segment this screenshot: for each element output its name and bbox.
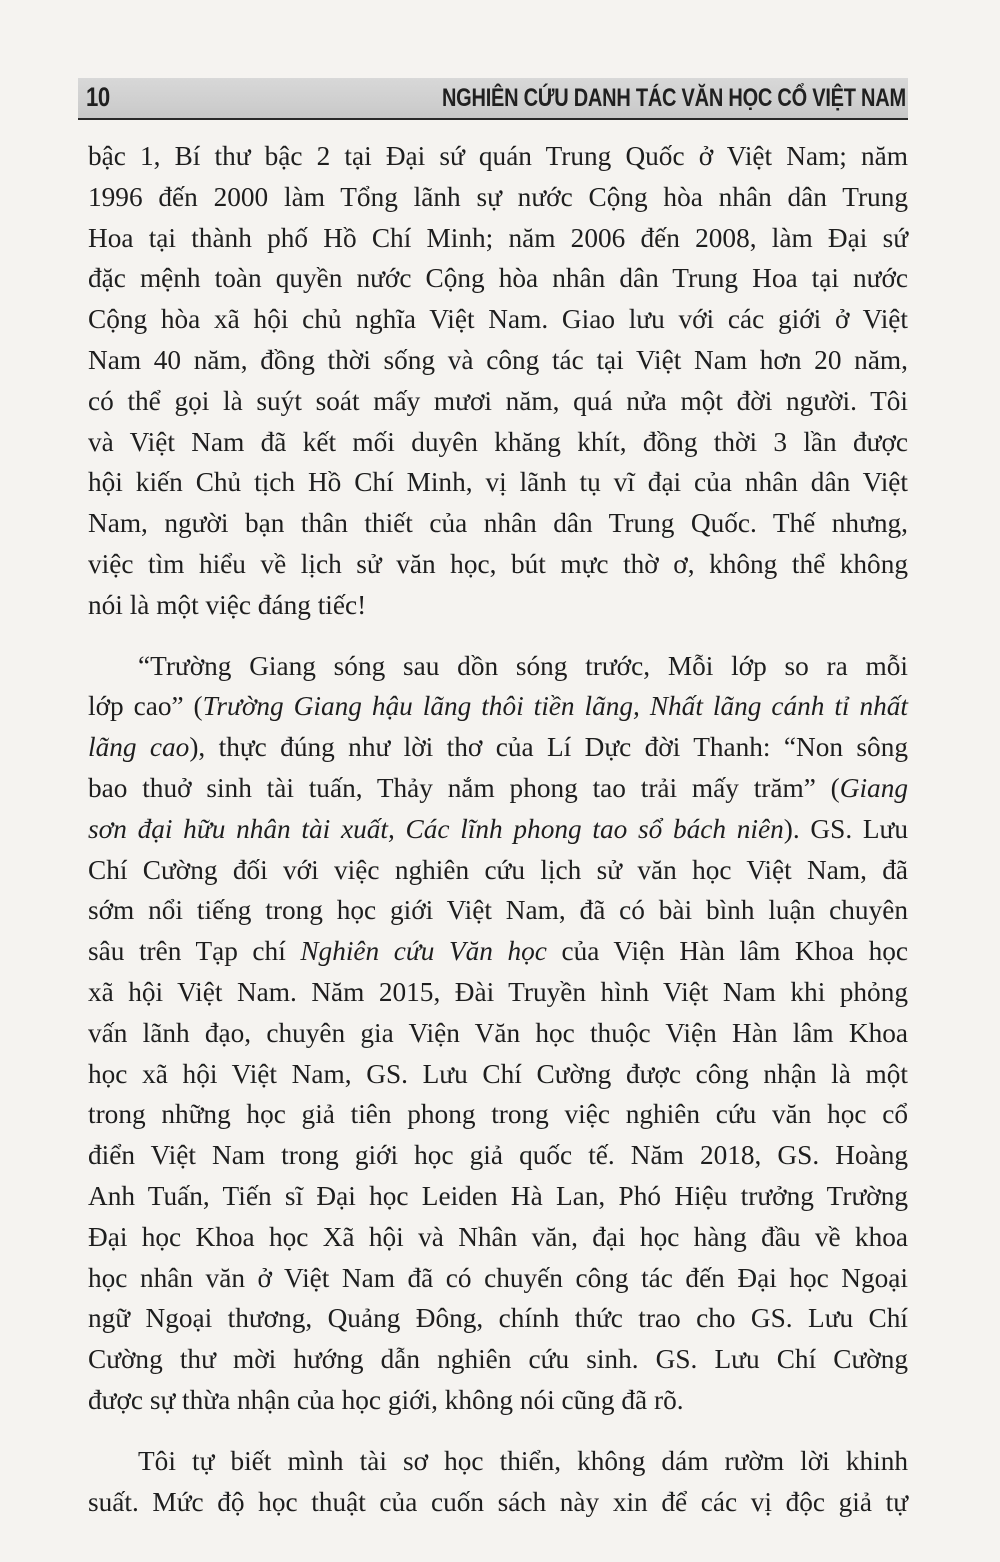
text-line: Nam 40 năm, đồng thời sống và công tác tại Việt Nam hơn 20 năm, xyxy=(88,344,908,375)
text-run: sâu trên Tạp chí xyxy=(88,936,301,967)
text-line: học xã hội Việt Nam, GS. Lưu Chí Cường được công nhận là một xyxy=(88,1058,908,1089)
text-line: Cường thư mời hướng dẫn nghiên cứu sinh. GS. Lưu Chí Cường xyxy=(88,1344,908,1375)
italic-run: lãng cao xyxy=(88,732,190,763)
text-line: trong những học giả tiên phong trong việc nghiên cứu văn học cổ xyxy=(88,1099,908,1130)
text-line: Cộng hòa xã hội chủ nghĩa Việt Nam. Giao lưu với các giới ở Việt xyxy=(88,304,908,335)
text-line: Tôi tự biết mình tài sơ học thiển, không dám rườm lời khinh xyxy=(138,1445,908,1476)
text-line xyxy=(88,727,908,768)
text-line: và Việt Nam đã kết mối duyên khăng khít, đồng thời 3 lần được xyxy=(88,426,908,457)
italic-run: Trường Giang hậu lãng thôi tiền lãng, Nhất lãng cánh tỉ nhất xyxy=(202,691,908,722)
text-run: của Viện Hàn lâm Khoa học xyxy=(546,936,908,967)
text-line: bậc 1, Bí thư bậc 2 tại Đại sứ quán Trung Quốc ở Việt Nam; năm xyxy=(88,141,908,171)
text-line: Chí Cường đối với việc nghiên cứu lịch sử văn học Việt Nam, đã xyxy=(88,854,908,885)
text-line xyxy=(88,768,908,809)
text-line xyxy=(88,809,908,850)
running-header xyxy=(78,78,908,120)
text-line: Nam, người bạn thân thiết của nhân dân Trung Quốc. Thế nhưng, xyxy=(88,508,908,539)
text-run: bao thuở sinh tài tuấn, Thảy nắm phong tao trải mấy trăm” ( xyxy=(88,772,840,803)
paragraph-3 xyxy=(88,1441,908,1523)
text-line: 1996 đến 2000 làm Tổng lãnh sự nước Cộng hòa nhân dân Trung xyxy=(88,181,908,212)
text-line xyxy=(88,931,908,972)
paragraph-2 xyxy=(88,646,908,1421)
text-line: Đại học Khoa học Xã hội và Nhân văn, đại học hàng đầu về khoa xyxy=(88,1221,908,1252)
text-line: vấn lãnh đạo, chuyên gia Viện Văn học thuộc Viện Hàn lâm Khoa xyxy=(88,1017,908,1048)
italic-run: Giang xyxy=(839,772,908,803)
paragraph-1 xyxy=(88,136,908,626)
text-line: sớm nổi tiếng trong học giới Việt Nam, đã có bài bình luận chuyên xyxy=(88,895,908,926)
text-run: ). GS. Lưu xyxy=(783,813,908,844)
text-line: nói là một việc đáng tiếc! xyxy=(88,589,367,620)
text-line: học nhân văn ở Việt Nam đã có chuyến công tác đến Đại học Ngoại xyxy=(88,1262,908,1293)
text-run: lớp cao” ( xyxy=(88,691,203,722)
running-title: NGHIÊN CỨU DANH TÁC VĂN HỌC CỔ VIỆT NAM xyxy=(442,84,906,112)
text-line: “Trường Giang sóng sau dồn sóng trước, Mỗi lớp so ra mỗi xyxy=(138,650,908,681)
italic-run: Nghiên cứu Văn học xyxy=(300,936,547,967)
page-number: 10 xyxy=(86,82,110,112)
text-line: Hoa tại thành phố Hồ Chí Minh; năm 2006 đến 2008, làm Đại sứ xyxy=(88,222,908,253)
text-line: đặc mệnh toàn quyền nước Cộng hòa nhân dân Trung Hoa tại nước xyxy=(88,263,908,294)
text-line: điển Việt Nam trong giới học giả quốc tế. Năm 2018, GS. Hoàng xyxy=(88,1140,908,1171)
text-line: được sự thừa nhận của học giới, không nói cũng đã rõ. xyxy=(88,1384,684,1415)
body-text xyxy=(88,136,908,1522)
italic-run: sơn đại hữu nhân tài xuất, Các lĩnh phong tao sổ bách niên xyxy=(88,813,784,844)
text-line: ngữ Ngoại thương, Quảng Đông, chính thức trao cho GS. Lưu Chí xyxy=(88,1303,908,1334)
text-line: suất. Mức độ học thuật của cuốn sách này xin để các vị độc giả tự xyxy=(88,1486,908,1517)
text-line: việc tìm hiểu về lịch sử văn học, bút mực thờ ơ, không thể không xyxy=(88,548,908,579)
text-line: hội kiến Chủ tịch Hồ Chí Minh, vị lãnh tụ vĩ đại của nhân dân Việt xyxy=(88,467,908,498)
text-line xyxy=(88,686,908,727)
text-line: Anh Tuấn, Tiến sĩ Đại học Leiden Hà Lan, Phó Hiệu trưởng Trường xyxy=(88,1180,908,1211)
text-line: xã hội Việt Nam. Năm 2015, Đài Truyền hình Việt Nam khi phỏng xyxy=(88,976,908,1007)
text-run: ), thực đúng như lời thơ của Lí Dực đời Thanh: “Non sông xyxy=(189,732,908,763)
text-line: có thể gọi là suýt soát mấy mươi năm, quá nửa một đời người. Tôi xyxy=(88,385,908,416)
